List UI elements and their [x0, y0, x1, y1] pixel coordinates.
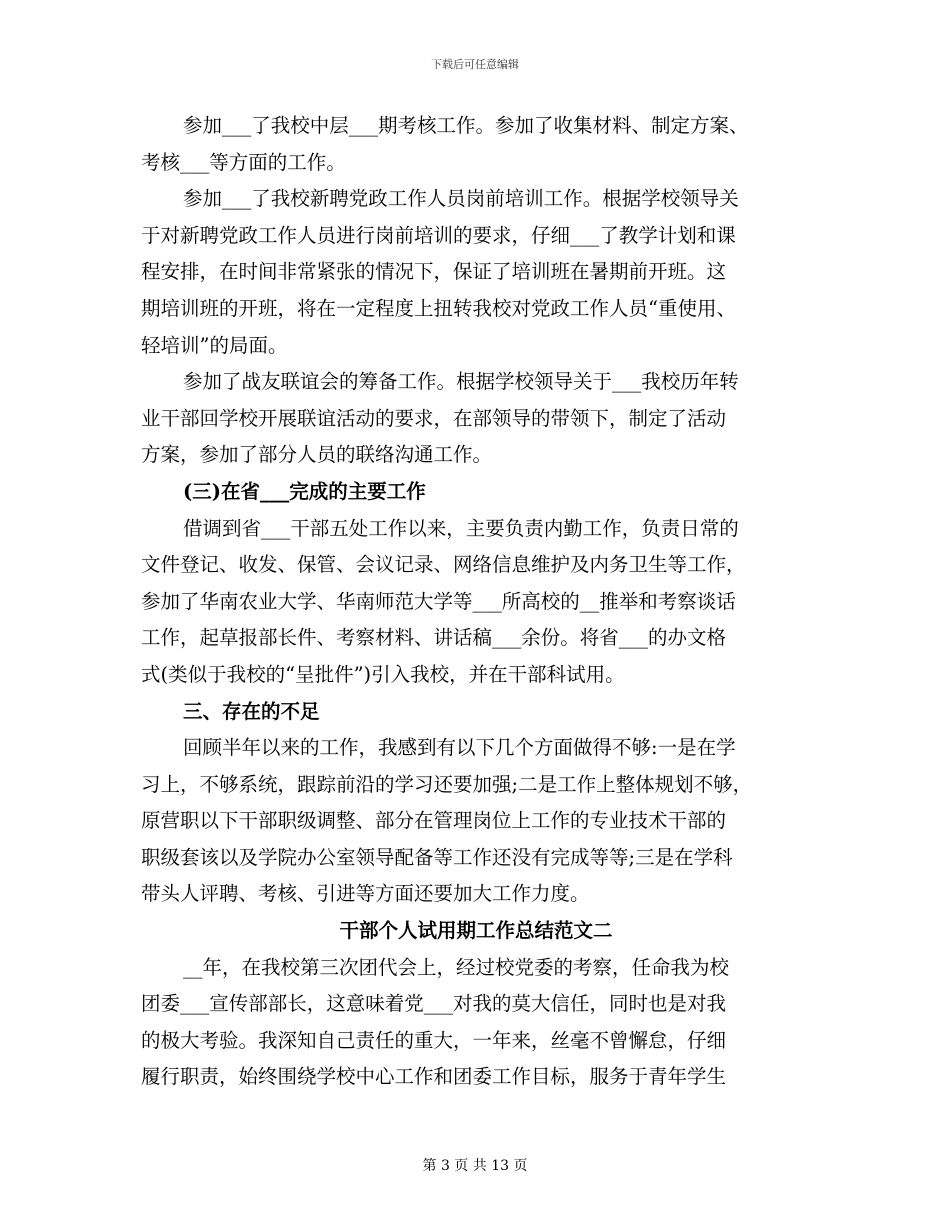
text-line: 履行职责，始终围绕学校中心工作和团委工作目标，服务于青年学生 [141, 1065, 727, 1089]
text-line: 习上，不够系统，跟踪前沿的学习还要加强;二是工作上整体规划不够， [141, 772, 753, 796]
text-line: 参加___了我校新聘党政工作人员岗前培训工作。根据学校领导关 [183, 187, 739, 211]
text-line: 文件登记、收发、保管、会议记录、网络信息维护及内务卫生等工作， [141, 553, 746, 577]
text-line: 工作，起草报部长件、考察材料、讲话稿___余份。将省___的办文格 [141, 626, 727, 650]
text-line: 考核___等方面的工作。 [141, 150, 346, 174]
text-line: __年，在我校第三次团代会上，经过校党委的考察，任命我为校 [183, 955, 730, 979]
text-line: 职级套该以及学院办公室领导配备等工作还没有完成等等;三是在学科 [141, 845, 733, 869]
text-line: 参加___了我校中层___期考核工作。参加了收集材料、制定方案、 [183, 114, 749, 137]
text-line: 回顾半年以来的工作，我感到有以下几个方面做得不够:一是在学 [183, 736, 736, 760]
text-line: 方案，参加了部分人员的联络沟通工作。 [141, 443, 493, 467]
text-line: 参加了战友联谊会的筹备工作。根据学校领导关于___我校历年转 [183, 370, 739, 394]
page-footer: 第 3 页 共 13 页 [422, 1158, 528, 1174]
text-line: 期培训班的开班，将在一定程度上扭转我校对党政工作人员“重使用、 [141, 296, 736, 320]
text-line: 原营职以下干部职级调整、部分在管理岗位上工作的专业技术干部的 [141, 809, 727, 833]
text-line: 业干部回学校开展联谊活动的要求，在部领导的带领下，制定了活动 [141, 406, 727, 430]
text-line: 的极大考验。我深知自己责任的重大，一年来，丝毫不曾懈怠，仔细 [141, 1028, 727, 1052]
page-header: 下载后可任意编辑 [431, 58, 519, 71]
text-line: (三)在省___完成的主要工作 [183, 479, 426, 503]
text-line: 于对新聘党政工作人员进行岗前培训的要求，仔细___了教学计划和课 [141, 223, 736, 247]
document-body [141, 108, 811, 1096]
text-line: 干部个人试用期工作总结范文二 [339, 919, 613, 943]
text-line: 三、存在的不足 [183, 699, 320, 723]
text-line: 程安排，在时间非常紧张的情况下，保证了培训班在暑期前开班。这 [141, 260, 727, 284]
text-line: 参加了华南农业大学、华南师范大学等___所高校的__推举和考察谈话 [141, 589, 736, 613]
text-line: 借调到省___干部五处工作以来，主要负责内勤工作，负责日常的 [183, 516, 739, 540]
text-line: 式(类似于我校的“呈批件”)引入我校，并在干部科试用。 [141, 662, 625, 686]
text-line: 团委___宣传部部长，这意味着党___对我的莫大信任，同时也是对我 [141, 992, 727, 1016]
text-line: 轻培训”的局面。 [141, 333, 288, 357]
text-line: 带头人评聘、考核、引进等方面还要加大工作力度。 [141, 882, 590, 906]
